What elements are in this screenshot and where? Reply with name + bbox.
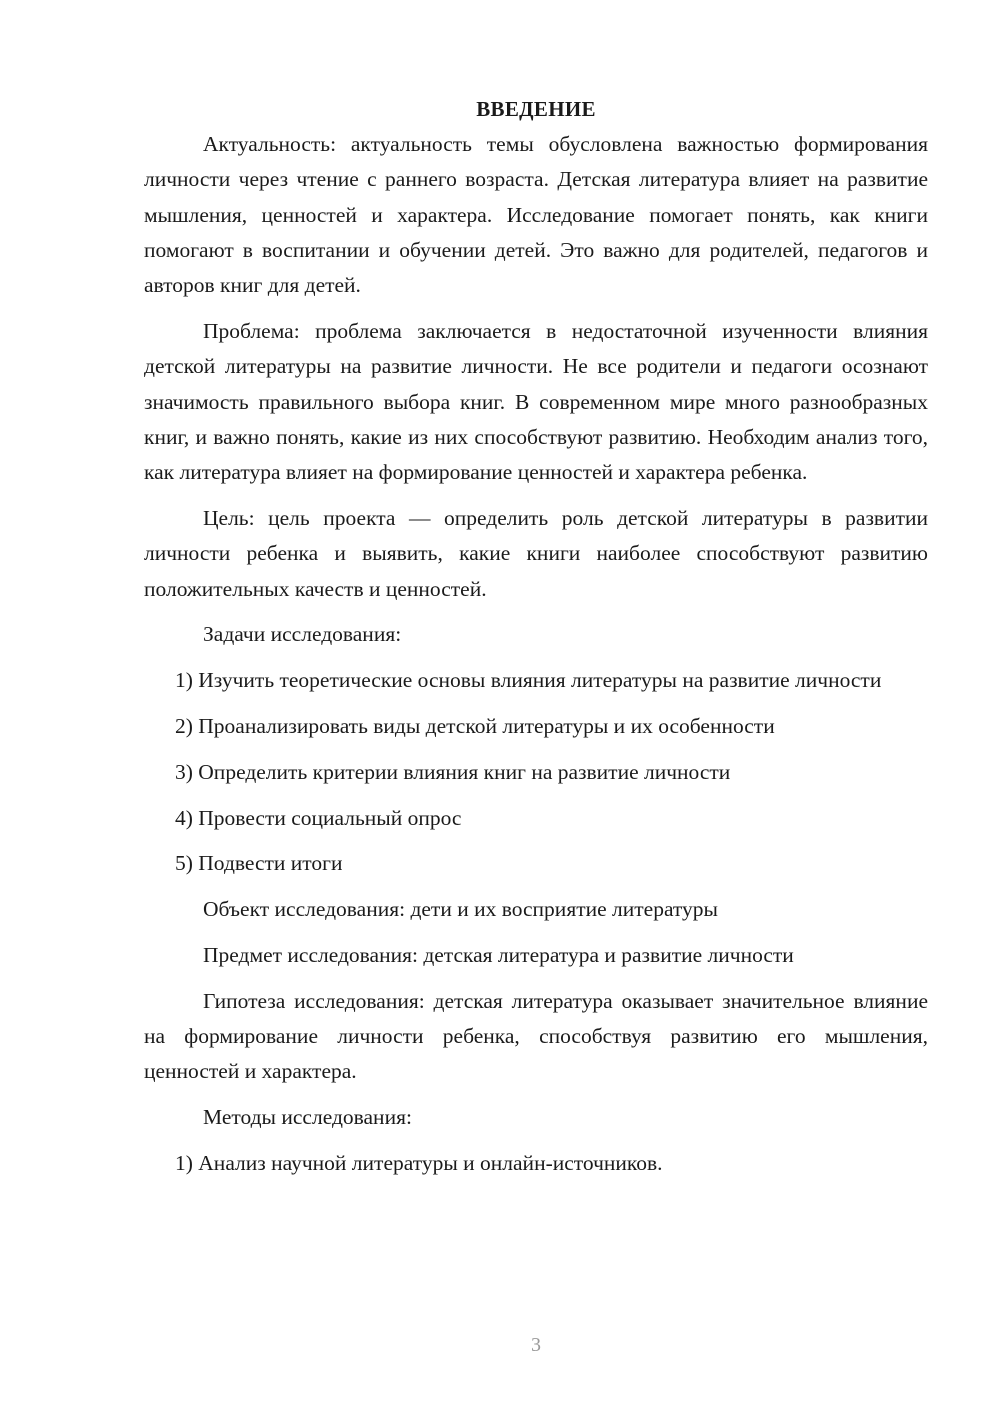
- tasks-heading: Задачи исследования:: [203, 622, 402, 647]
- task-item: 4) Провести социальный опрос: [175, 805, 462, 830]
- research-subject: Предмет исследования: детская литература и развитие личности: [203, 942, 794, 967]
- page-body: [144, 92, 928, 1192]
- research-object: Объект исследования: дети и их восприятие литературы: [203, 897, 718, 922]
- task-item: 5) Подвести итоги: [175, 851, 343, 876]
- task-item: 1) Изучить теоретические основы влияния литературы на развитие личности: [175, 668, 882, 693]
- task-item: 2) Проанализировать виды детской литературы и их особенности: [175, 713, 775, 738]
- methods-heading: Методы исследования:: [203, 1105, 412, 1130]
- task-item: 3) Определить критерии влияния книг на развитие личности: [175, 759, 731, 784]
- hypothesis-paragraph: Гипотеза исследования: детская литература оказывает значительное влияние на формирование личности ребенка, способствуя развитию его мышления, ценностей и характера.: [144, 988, 928, 1084]
- section-title: ВВЕДЕНИЕ: [476, 97, 596, 121]
- relevance-paragraph: Актуальность: актуальность темы обусловлена важностью формирования личности через чтение с раннего возраста. Детская литература влияет на развитие мышления, ценностей и характера. Исследование помогает понять, как книги помогают в воспитании и обучении детей. Это важно для родителей, педагогов и авторов книг для детей.: [144, 132, 928, 298]
- problem-paragraph: Проблема: проблема заключается в недостаточной изученности влияния детской литературы на развитие личности. Не все родители и педагоги осознают значимость правильного выбора книг. В современном мире много разнообразных книг, и важно понять, какие из них способствуют развитию. Необходим анализ того, как литература влияет на формирование ценностей и характера ребенка.: [144, 318, 928, 485]
- page-number: 3: [531, 1334, 541, 1356]
- method-item: 1) Анализ научной литературы и онлайн-источников.: [175, 1150, 663, 1175]
- goal-paragraph: Цель: цель проекта — определить роль детской литературы в развитии личности ребенка и выявить, какие книги наиболее способствуют развитию положительных качеств и ценностей.: [144, 505, 928, 601]
